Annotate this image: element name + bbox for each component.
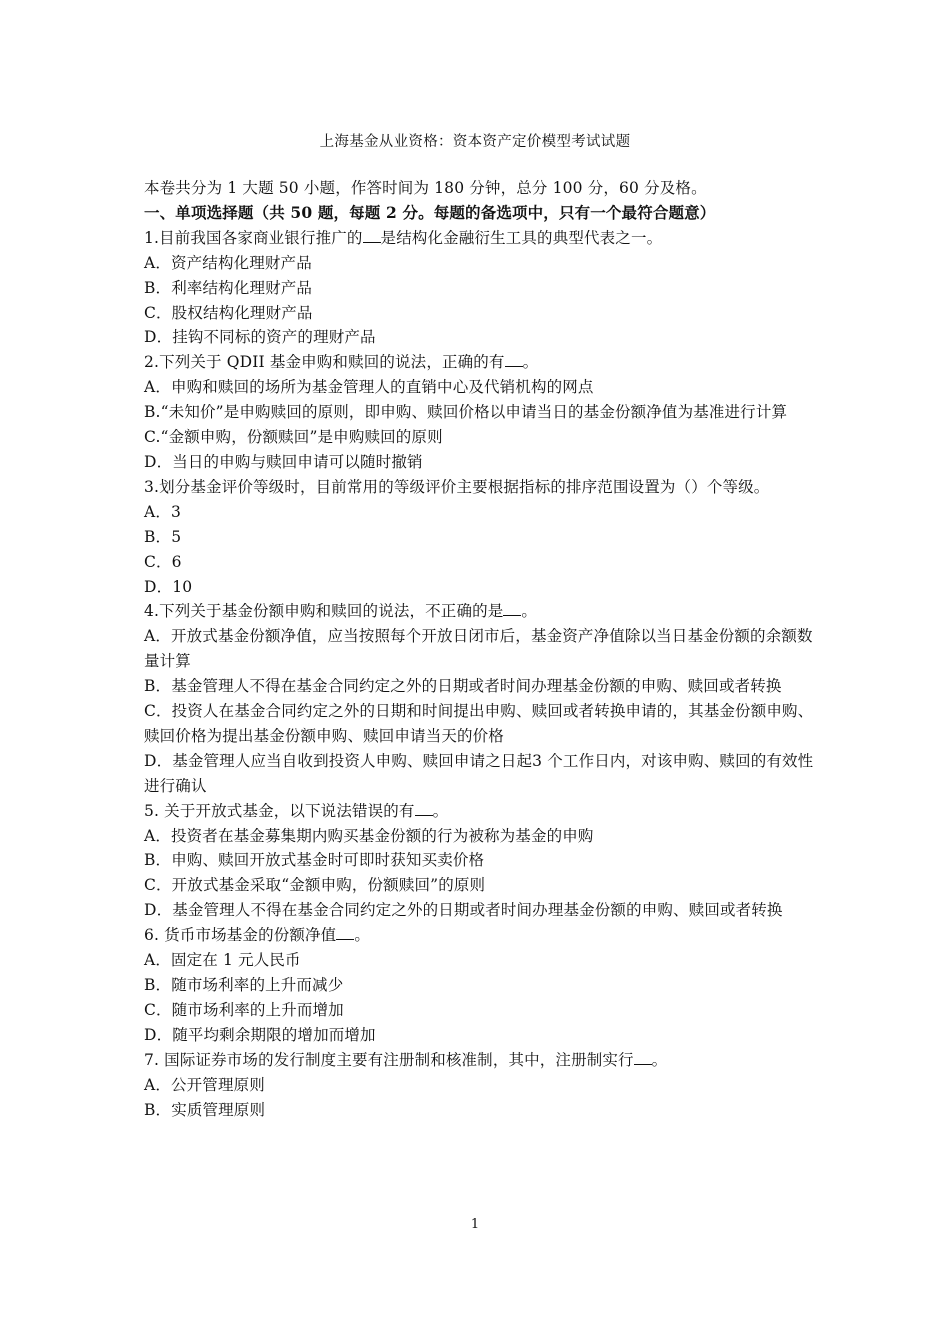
option: A．开放式基金份额净值，应当按照每个开放日闭市后，基金资产净值除以当日基金份额的余额数量计算 [144,627,813,671]
option: A．固定在 1 元人民币 [144,951,301,970]
question-5-stem: 5. 关于开放式基金，以下说法错误的有 。 [144,801,449,820]
option: D．挂钩不同标的资产的理财产品 [144,328,376,347]
option: B．利率结构化理财产品 [144,278,313,297]
option: A．申购和赎回的场所为基金管理人的直销中心及代销机构的网点 [144,378,594,397]
option: D．基金管理人不得在基金合同约定之外的日期或者时间办理基金份额的申购、赎回或者转换 [144,901,783,920]
option: C．开放式基金采取“金额申购，份额赎回”的原则 [144,876,486,895]
question-6-stem: 6. 货币市场基金的份额净值 。 [144,926,370,945]
option: B．基金管理人不得在基金合同约定之外的日期或者时间办理基金份额的申购、赎回或者转换 [144,677,782,696]
option: D．10 [144,577,193,596]
document-body [144,176,816,1122]
option: B．5 [144,527,182,546]
question-7-stem: 7. 国际证券市场的发行制度主要有注册制和核准制，其中，注册制实行 。 [144,1050,668,1069]
option: A．投资者在基金募集期内购买基金份额的行为被称为基金的申购 [144,826,594,845]
option: C.“金额申购，份额赎回”是申购赎回的原则 [144,428,443,447]
document-title: 上海基金从业资格：资本资产定价模型考试试题 [319,134,631,150]
question-2-stem: 2.下列关于 QDII 基金申购和赎回的说法，正确的有 。 [144,353,539,372]
option: C．6 [144,552,182,571]
option: B．实质管理原则 [144,1100,266,1119]
question-1-stem: 1.目前我国各家商业银行推广的 是结构化金融衍生工具的典型代表之一。 [144,228,663,247]
answer-blank [363,228,381,243]
answer-blank [505,352,523,367]
question-3-stem: 3.划分基金评价等级时，目前常用的等级评价主要根据指标的排序范围设置为（）个等级。 [144,477,770,496]
option: B．申购、赎回开放式基金时可即时获知买卖价格 [144,851,485,870]
option: A．公开管理原则 [144,1075,265,1094]
question-4-stem: 4.下列关于基金份额申购和赎回的说法，不正确的是 。 [144,602,538,621]
page-number: 1 [470,1217,480,1232]
answer-blank [415,801,433,816]
option: B．随市场利率的上升而减少 [144,976,344,994]
answer-blank [503,601,521,616]
option: C．股权结构化理财产品 [144,303,313,322]
exam-intro: 本卷共分为 1 大题 50 小题，作答时间为 180 分钟，总分 100 分，60 分及格。 [144,179,707,197]
option: B.“未知价”是申购赎回的原则，即申购、赎回价格以申请当日的基金份额净值为基准进行计算 [144,403,788,422]
option: A．资产结构化理财产品 [144,253,312,272]
section-heading: 一、单项选择题（共 50 题，每题 2 分。每题的备选项中，只有一个最符合题意） [144,202,716,222]
answer-blank [634,1050,652,1065]
option: A．3 [144,502,182,521]
option: D．基金管理人应当自收到投资人申购、赎回申请之日起3 个工作日内，对该申购、赎回的有效性进行确认 [144,751,814,795]
option: D．随平均剩余期限的增加而增加 [144,1025,376,1044]
option: D．当日的申购与赎回申请可以随时撤销 [144,452,423,471]
option: C．投资人在基金合同约定之外的日期和时间提出申购、赎回或者转换申请的，其基金份额申购、赎回价格为提出基金份额申购、赎回申请当天的价格 [144,702,814,745]
answer-blank [336,925,354,940]
option: C．随市场利率的上升而增加 [144,1000,344,1019]
